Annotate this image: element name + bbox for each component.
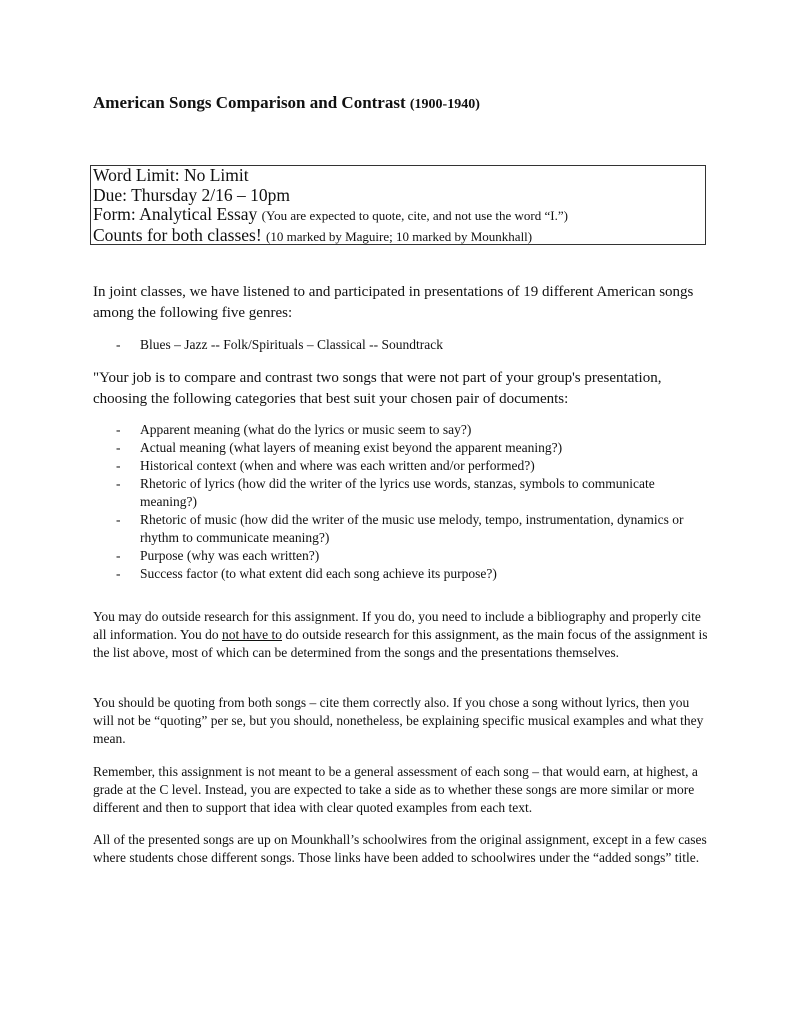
category-text: Purpose (why was each written?) — [140, 548, 320, 563]
category-text: Rhetoric of lyrics (how did the writer of the lyrics use words, stanzas, symbols to communicate meaning?) — [140, 476, 655, 509]
counts-label: Counts for both classes! — [93, 224, 262, 245]
category-text: Apparent meaning (what do the lyrics or music seem to say?) — [140, 422, 472, 437]
category-text: Actual meaning (what layers of meaning exist beyond the apparent meaning?) — [140, 440, 563, 455]
task-paragraph: "Your job is to compare and contrast two songs that were not part of your group's presentation, choosing the following categories that best suit your chosen pair of documents: — [93, 370, 662, 407]
dash-marker: - — [116, 337, 121, 352]
research-text-2: do outside research for this assignment, as the main focus of the assignment is the list above, most of which can be determined from the songs and the presentations themselves. — [93, 627, 708, 660]
research-text-1: You may do outside research for this assignment. If you do, you need to include a bibliography and properly cite all information. You do — [93, 609, 701, 642]
list-item — [93, 421, 713, 439]
title-years: (1900-1940) — [409, 97, 480, 112]
title-main: American Songs Comparison and Contrast — [93, 93, 406, 112]
form-note: (You are expected to quote, cite, and not use the word “I.”) — [261, 208, 568, 223]
genres-text: Blues – Jazz -- Folk/Spirituals – Classical -- Soundtrack — [140, 337, 443, 352]
remember-paragraph: Remember, this assignment is not meant to be a general assessment of each song – that would earn, at highest, a grade at the C level. Instead, you are expected to take a side as to whether these songs are more similar or more different and then to support that idea with clear quoted examples from each text. — [93, 764, 698, 815]
counts-line — [93, 226, 705, 247]
list-item — [93, 457, 713, 475]
research-underlined: not have to — [222, 627, 283, 642]
form-label: Form: Analytical Essay — [93, 204, 258, 224]
page-title — [93, 93, 480, 113]
dash-marker: - — [116, 512, 121, 527]
list-item — [93, 565, 713, 583]
category-text: Historical context (when and where was each written and/or performed?) — [140, 458, 535, 473]
research-paragraph — [93, 608, 713, 662]
list-item — [93, 511, 713, 547]
due-date: Due: Thursday 2/16 – 10pm — [93, 184, 291, 205]
intro-paragraph: In joint classes, we have listened to and participated in presentations of 19 different American songs among the following five genres: — [93, 284, 694, 321]
dash-marker: - — [116, 476, 121, 491]
assignment-info-box — [90, 165, 706, 245]
dash-marker: - — [116, 548, 121, 563]
dash-marker: - — [116, 440, 121, 455]
songs-paragraph: All of the presented songs are up on Mounkhall’s schoolwires from the original assignment, except in a few cases where students chose different songs. Those links have been added to schoolwires under the “added songs” title. — [93, 832, 707, 865]
form-line — [93, 205, 705, 226]
dash-marker: - — [116, 422, 121, 437]
dash-marker: - — [116, 566, 121, 581]
list-item — [93, 336, 713, 354]
genres-list — [93, 336, 713, 354]
quoting-paragraph: You should be quoting from both songs – cite them correctly also. If you chose a song without lyrics, then you will not be “quoting” per se, but you should, nonetheless, be explaining specific musical examples and what they mean. — [93, 695, 704, 746]
category-text: Success factor (to what extent did each song achieve its purpose?) — [140, 566, 497, 581]
list-item — [93, 439, 713, 457]
list-item — [93, 547, 713, 565]
category-text: Rhetoric of music (how did the writer of the music use melody, tempo, instrumentation, dynamics or rhythm to communicate meaning?) — [140, 512, 684, 545]
categories-list — [93, 421, 713, 583]
word-limit: Word Limit: No Limit — [93, 165, 249, 185]
list-item — [93, 475, 713, 511]
dash-marker: - — [116, 458, 121, 473]
counts-note: (10 marked by Maguire; 10 marked by Mounkhall) — [266, 228, 533, 244]
